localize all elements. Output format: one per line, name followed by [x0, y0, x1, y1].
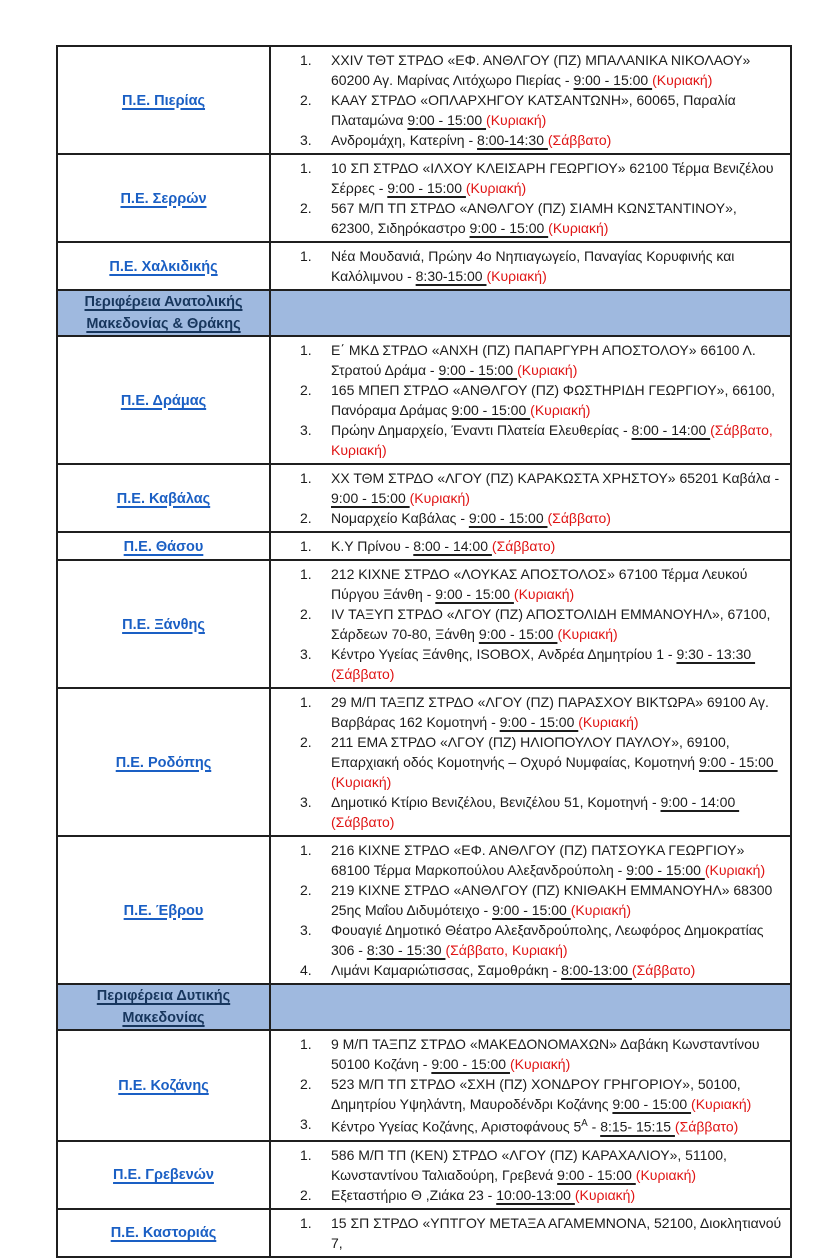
- location-item: [271, 880, 782, 920]
- region-row: [57, 532, 791, 560]
- location-item: [271, 564, 782, 604]
- opening-hours: 9:00 - 15:00: [499, 714, 579, 730]
- region-link[interactable]: Π.Ε. Έβρου: [123, 902, 204, 919]
- opening-day: (Κυριακή): [574, 1186, 636, 1203]
- opening-day: (Κυριακή): [517, 362, 578, 378]
- opening-day: (Κυριακή): [486, 268, 547, 284]
- location-item: [271, 1185, 782, 1205]
- region-row: [57, 1030, 791, 1141]
- section-header-row: [57, 290, 791, 336]
- region-row: [57, 1141, 791, 1209]
- region-link[interactable]: Π.Ε. Πιερίας: [121, 92, 206, 109]
- location-text: 211 ΕΜΑ ΣΤΡΔΟ «ΛΓΟΥ (ΠΖ) ΗΛΙΟΠΟΥΛΟΥ ΠΑΥΛΟΥ», 69100, Επαρχιακή οδός Κομοτηνής – Οχυρό Νυμφαίας, Κομοτηνή: [331, 734, 730, 770]
- opening-hours: 9:00 - 15:00: [451, 402, 531, 418]
- location-item: [271, 130, 782, 150]
- location-text: Δημοτικό Κτίριο Βενιζέλου, Βενιζέλου 51, Κομοτηνή -: [331, 794, 661, 810]
- location-item: [271, 1074, 782, 1114]
- section-header-row: [57, 984, 791, 1030]
- location-item: [271, 604, 782, 644]
- location-item: [271, 50, 782, 90]
- locations-cell: [270, 154, 791, 242]
- locations-list: [271, 1142, 790, 1208]
- location-item: [271, 420, 782, 460]
- opening-day: (Σάββατο): [331, 814, 395, 830]
- location-text: 9 Μ/Π ΤΑΞΠΖ ΣΤΡΔΟ «ΜΑΚΕΔΟΝΟΜΑΧΩΝ» Δαβάκη Κωνσταντίνου 50100 Κοζάνη -: [331, 1036, 760, 1072]
- location-text: Νέα Μουδανιά, Πρώην 4ο Νηπιαγωγείο, Παναγίας Κορυφινής και Καλόλιμνου -: [331, 248, 735, 284]
- opening-day: (Σάββατο, Κυριακή): [445, 942, 568, 958]
- opening-day: (Κυριακή): [548, 220, 609, 236]
- region-link[interactable]: Π.Ε. Σερρών: [120, 190, 207, 207]
- region-link[interactable]: Π.Ε. Δράμας: [120, 392, 207, 409]
- opening-hours: 8:00-13:00: [561, 962, 632, 978]
- region-name-cell: [57, 836, 270, 984]
- region-row: [57, 1209, 791, 1257]
- opening-day: (Σάββατο): [674, 1118, 739, 1135]
- region-row: [57, 688, 791, 836]
- opening-hours: 9:00 - 15:00: [435, 586, 514, 602]
- opening-day: (Κυριακή): [557, 626, 618, 642]
- opening-hours: 8:00-14:30: [477, 132, 548, 148]
- location-item: [271, 246, 782, 286]
- opening-day: (Κυριακή): [530, 402, 591, 418]
- opening-day: (Κυριακή): [513, 586, 575, 602]
- opening-hours: 8:30-15:00: [415, 268, 487, 284]
- region-row: [57, 836, 791, 984]
- locations-cell: [270, 1141, 791, 1209]
- locations-cell: [270, 336, 791, 464]
- opening-day: (Σάββατο, Κυριακή): [331, 422, 773, 458]
- locations-list: [271, 337, 790, 463]
- locations-list: [271, 1031, 790, 1140]
- locations-list: [271, 243, 790, 289]
- locations-cell: [270, 532, 791, 560]
- region-row: [57, 336, 791, 464]
- region-name-cell: [57, 464, 270, 532]
- opening-day: (Σάββατο): [547, 132, 612, 148]
- opening-day: (Σάββατο): [491, 538, 556, 554]
- locations-cell: [270, 242, 791, 290]
- opening-day: (Σάββατο): [331, 666, 395, 682]
- location-item: [271, 692, 782, 732]
- location-item: [271, 644, 782, 684]
- location-text: 219 ΚΙΧΝΕ ΣΤΡΔΟ «ΑΝΘΛΓΟΥ (ΠΖ) ΚΝΙΘΑΚΗ ΕΜΜΑΝΟΥΗΛ» 68300 25ης Μαΐου Διδυμότειχο -: [331, 882, 773, 918]
- location-item: [271, 340, 782, 380]
- locations-cell: [270, 836, 791, 984]
- location-text: 15 ΣΠ ΣΤΡΔΟ «ΥΠΤΓΟΥ ΜΕΤΑΞΑ ΑΓΑΜΕΜΝΟΝΑ, 52100, Διοκλητιανού 7,: [331, 1214, 782, 1251]
- locations-list: [271, 689, 790, 835]
- location-text: Λιμάνι Καμαριώτισσας, Σαμοθράκη -: [331, 962, 562, 978]
- opening-hours: 9:00 - 15:00: [469, 220, 549, 236]
- region-row: [57, 46, 791, 154]
- locations-list: [271, 837, 790, 983]
- location-text: 523 Μ/Π ΤΠ ΣΤΡΔΟ «ΣΧΗ (ΠΖ) ΧΟΝΔΡΟΥ ΓΡΗΓΟΡΙΟΥ», 50100, Δημητρίου Υψηλάντη, Μαυροδένδρι Κοζάνης: [331, 1076, 741, 1112]
- location-text: Α: [581, 1118, 588, 1129]
- opening-hours: 9:00 - 15:00: [698, 754, 778, 770]
- location-text: Ανδρομάχη, Κατερίνη -: [331, 132, 478, 148]
- opening-day: (Κυριακή): [691, 1096, 752, 1112]
- location-item: [271, 1034, 782, 1074]
- opening-hours: 8:30 - 15:30: [366, 942, 446, 958]
- region-row: [57, 154, 791, 242]
- opening-hours: 9:00 - 15:00: [557, 1166, 636, 1183]
- location-text: Κέντρο Υγείας Ξάνθης, ISOBOX, Ανδρέα Δημητρίου 1 -: [331, 646, 677, 662]
- opening-day: (Σάββατο): [631, 962, 696, 978]
- location-item: [271, 198, 782, 238]
- region-link[interactable]: Π.Ε. Χαλκιδικής: [109, 258, 218, 275]
- location-text: 567 Μ/Π ΤΠ ΣΤΡΔΟ «ΑΝΘΛΓΟΥ (ΠΖ) ΣΙΑΜΗ ΚΩΝΣΤΑΝΤΙΝΟΥ», 62300, Σιδηρόκαστρο: [331, 200, 737, 236]
- region-name-cell: [57, 242, 270, 290]
- vaccination-locations-table: [56, 45, 792, 1258]
- opening-hours: 9:00 - 15:00: [387, 180, 466, 196]
- locations-list: [271, 155, 790, 241]
- location-text: Πρώην Δημαρχείο, Έναντι Πλατεία Ελευθερίας -: [331, 422, 632, 438]
- locations-list: [271, 47, 790, 153]
- opening-hours: 9:00 - 15:00: [468, 510, 548, 526]
- opening-hours: 9:30 - 13:30: [676, 646, 756, 662]
- opening-day: (Κυριακή): [509, 1056, 571, 1072]
- region-row: [57, 242, 791, 290]
- location-item: [271, 380, 782, 420]
- region-link[interactable]: Π.Ε. Γρεβενών: [113, 1167, 214, 1184]
- location-text: 10 ΣΠ ΣΤΡΔΟ «ΙΛΧΟΥ ΚΛΕΙΣΑΡΗ ΓΕΩΡΓΙΟΥ» 62100 Τέρμα Βενιζέλου Σέρρες -: [331, 160, 774, 196]
- locations-cell: [270, 1030, 791, 1141]
- opening-day: (Κυριακή): [635, 1166, 697, 1183]
- locations-list: [271, 533, 790, 559]
- location-text: Εξεταστήριο Θ ,Ζιάκα 23 -: [331, 1186, 497, 1203]
- opening-hours: 9:00 - 15:00: [331, 490, 410, 506]
- location-text: 165 ΜΠΕΠ ΣΤΡΔΟ «ΑΝΘΛΓΟΥ (ΠΖ) ΦΩΣΤΗΡΙΔΗ ΓΕΩΡΓΙΟΥ», 66100, Πανόραμα Δράμας: [331, 382, 776, 418]
- opening-day: (Κυριακή): [486, 112, 547, 128]
- locations-cell: [270, 560, 791, 688]
- region-link[interactable]: Π.Ε. Θάσου: [123, 538, 204, 555]
- opening-day: (Κυριακή): [652, 72, 713, 88]
- region-name-cell: [57, 1141, 270, 1209]
- region-name-cell: [57, 1030, 270, 1141]
- region-row: [57, 464, 791, 532]
- location-text: 212 ΚΙΧΝΕ ΣΤΡΔΟ «ΛΟΥΚΑΣ ΑΠΟΣΤΟΛΟΣ» 67100 Τέρμα Λευκού Πύργου Ξάνθη -: [331, 566, 748, 602]
- location-item: [271, 840, 782, 880]
- opening-hours: 9:00 - 15:00: [438, 362, 518, 378]
- opening-hours: 9:00 - 15:00: [431, 1056, 510, 1072]
- opening-hours: 9:00 - 15:00: [492, 902, 571, 918]
- region-name-cell: [57, 688, 270, 836]
- opening-hours: 9:00 - 14:00: [660, 794, 740, 810]
- locations-list: [271, 1210, 790, 1256]
- opening-day: (Σάββατο): [547, 510, 611, 526]
- opening-day: (Κυριακή): [704, 862, 766, 878]
- location-text: Κ.Υ Πρίνου -: [331, 538, 414, 554]
- opening-hours: 9:00 - 15:00: [626, 862, 705, 878]
- location-item: [271, 90, 782, 130]
- opening-hours: 8:15- 15:15: [600, 1118, 675, 1135]
- opening-hours: 10:00-13:00: [496, 1186, 575, 1203]
- location-text: ΚΑΑΥ ΣΤΡΔΟ «ΟΠΛΑΡΧΗΓΟΥ ΚΑΤΣΑΝΤΩΝΗ», 60065, Παραλία Πλαταμώνα: [331, 92, 736, 128]
- locations-cell: [270, 688, 791, 836]
- region-link[interactable]: Π.Ε. Κοζάνης: [118, 1077, 209, 1094]
- section-header-cell: [57, 290, 270, 336]
- opening-day: (Κυριακή): [570, 902, 631, 918]
- opening-day: (Κυριακή): [465, 180, 527, 196]
- region-name-cell: [57, 1209, 270, 1257]
- opening-hours: 9:00 - 15:00: [407, 112, 487, 128]
- section-header-empty-cell: [270, 984, 791, 1030]
- region-link[interactable]: Π.Ε. Καστοριάς: [110, 1225, 217, 1242]
- location-item: [271, 920, 782, 960]
- location-item: [271, 468, 782, 508]
- opening-hours: 9:00 - 15:00: [612, 1096, 692, 1112]
- region-name-cell: [57, 336, 270, 464]
- locations-list: [271, 561, 790, 687]
- location-item: [271, 732, 782, 792]
- region-name-cell: [57, 46, 270, 154]
- location-item: [271, 960, 782, 980]
- opening-day: (Κυριακή): [578, 714, 639, 730]
- location-text: Νομαρχείο Καβάλας -: [331, 510, 469, 526]
- location-text: 586 Μ/Π ΤΠ (ΚΕΝ) ΣΤΡΔΟ «ΛΓΟΥ (ΠΖ) ΚΑΡΑΧΑΛΙΟΥ», 51100, Κωνσταντίνου Ταλιαδούρη, Γρεβενά: [331, 1146, 727, 1183]
- region-name-cell: [57, 154, 270, 242]
- location-item: [271, 158, 782, 198]
- section-header-label: Περιφέρεια Ανατολικής Μακεδονίας & Θράκης: [84, 294, 243, 332]
- region-name-cell: [57, 532, 270, 560]
- region-row: [57, 560, 791, 688]
- schedule-table-body: [57, 46, 791, 1257]
- location-item: [271, 1114, 782, 1137]
- opening-hours: 9:00 - 15:00: [478, 626, 558, 642]
- location-text: IV ΤΑΞΥΠ ΣΤΡΔΟ «ΛΓΟΥ (ΠΖ) ΑΠΟΣΤΟΛΙΔΗ ΕΜΜΑΝΟΥΗΛ», 67100, Σάρδεων 70-80, Ξάνθη: [331, 606, 771, 642]
- location-item: [271, 508, 782, 528]
- location-text: -: [587, 1118, 601, 1135]
- locations-cell: [270, 1209, 791, 1257]
- location-text: ΧΧ ΤΘΜ ΣΤΡΔΟ «ΛΓΟΥ (ΠΖ) ΚΑΡΑΚΩΣΤΑ ΧΡΗΣΤΟΥ» 65201 Καβάλα -: [331, 470, 780, 486]
- opening-hours: 8:00 - 14:00: [413, 538, 492, 554]
- locations-cell: [270, 464, 791, 532]
- location-item: [271, 1213, 782, 1253]
- region-name-cell: [57, 560, 270, 688]
- section-header-cell: [57, 984, 270, 1030]
- location-text: XXIV ΤΘΤ ΣΤΡΔΟ «ΕΦ. ΑΝΘΛΓΟΥ (ΠΖ) ΜΠΑΛΑΝΙΚΑ ΝΙΚΟΛΑΟΥ» 60200 Αγ. Μαρίνας Λιτόχωρο Πιερίας -: [331, 52, 751, 88]
- opening-hours: 8:00 - 14:00: [631, 422, 711, 438]
- region-link[interactable]: Π.Ε. Καβάλας: [116, 490, 211, 507]
- location-item: [271, 1145, 782, 1185]
- section-header-label: Περιφέρεια Δυτικής Μακεδονίας: [96, 988, 231, 1026]
- location-text: Κέντρο Υγείας Κοζάνης, Αριστοφάνους 5: [331, 1118, 582, 1135]
- location-item: [271, 536, 782, 556]
- region-link[interactable]: Π.Ε. Ξάνθης: [122, 616, 205, 633]
- region-link[interactable]: Π.Ε. Ροδόπης: [115, 754, 212, 771]
- locations-list: [271, 465, 790, 531]
- location-text: 216 ΚΙΧΝΕ ΣΤΡΔΟ «ΕΦ. ΑΝΘΛΓΟΥ (ΠΖ) ΠΑΤΣΟΥΚΑ ΓΕΩΡΓΙΟΥ» 68100 Τέρμα Μαρκοπούλου Αλεξανδρούπολη -: [331, 842, 745, 878]
- locations-cell: [270, 46, 791, 154]
- opening-day: (Κυριακή): [331, 774, 392, 790]
- location-text: 29 Μ/Π ΤΑΞΠΖ ΣΤΡΔΟ «ΛΓΟΥ (ΠΖ) ΠΑΡΑΣΧΟΥ ΒΙΚΤΩΡΑ» 69100 Αγ. Βαρβάρας 162 Κομοτηνή -: [331, 694, 769, 730]
- section-header-empty-cell: [270, 290, 791, 336]
- location-text: Ε΄ ΜΚΔ ΣΤΡΔΟ «ΑΝΧΗ (ΠΖ) ΠΑΠΑΡΓΥΡΗ ΑΠΟΣΤΟΛΟΥ» 66100 Λ. Στρατού Δράμα -: [331, 342, 756, 378]
- opening-day: (Κυριακή): [409, 490, 470, 506]
- location-item: [271, 792, 782, 832]
- opening-hours: 9:00 - 15:00: [573, 72, 653, 88]
- location-text: Φουαγιέ Δημοτικό Θέατρο Αλεξανδρούπολης, Λεωφόρος Δημοκρατίας 306 -: [331, 922, 764, 958]
